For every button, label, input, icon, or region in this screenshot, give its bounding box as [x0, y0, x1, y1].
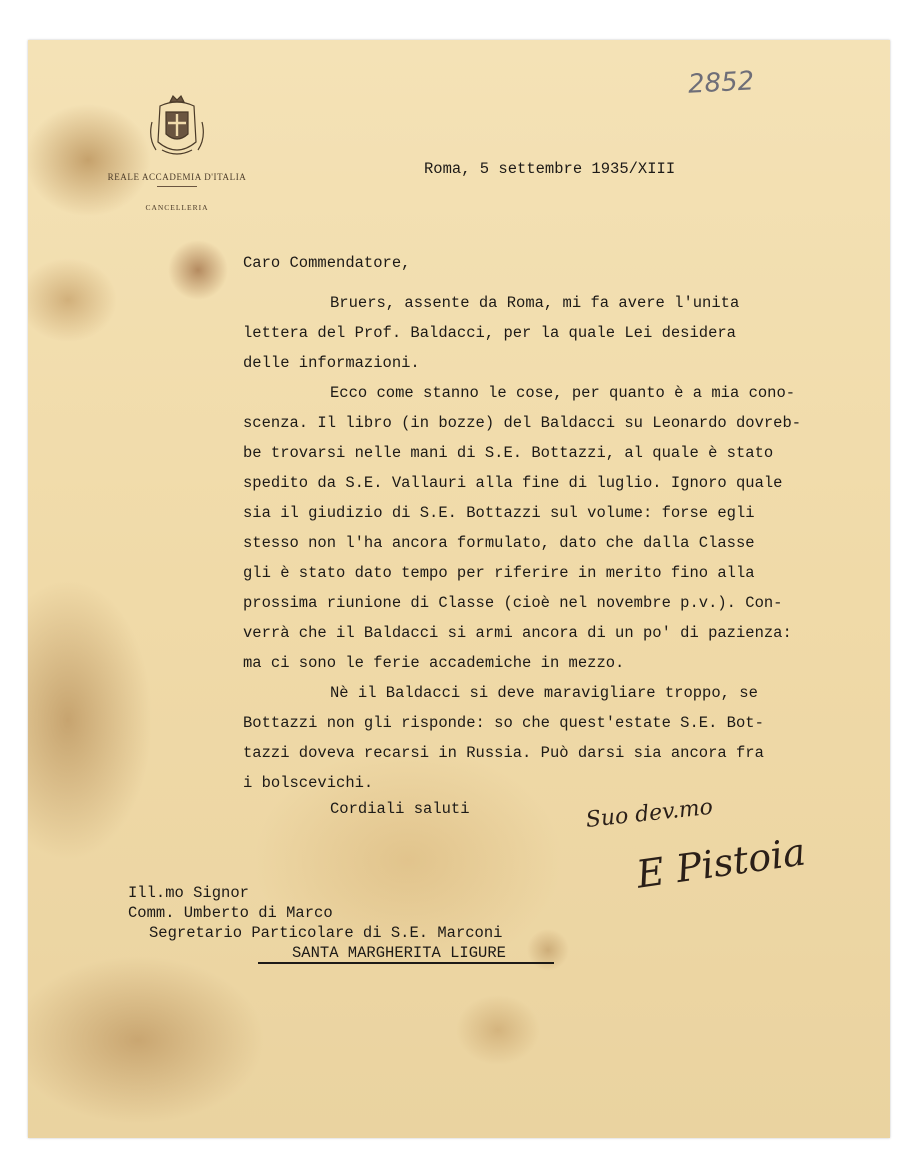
address-line: Segretario Particolare di S.E. Marconi	[149, 924, 503, 942]
royal-crest-icon	[142, 92, 212, 164]
address-line: Ill.mo Signor	[128, 884, 249, 902]
body-line: tazzi doveva recarsi in Russia. Può darsi sia ancora fra	[243, 744, 764, 762]
body-line: lettera del Prof. Baldacci, per la quale Lei desidera	[243, 324, 736, 342]
body-line: sia il giudizio di S.E. Bottazzi sul volume: forse egli	[243, 504, 755, 522]
address-line: Comm. Umberto di Marco	[128, 904, 333, 922]
body-line: Ecco come stanno le cose, per quanto è a mia cono-	[330, 384, 796, 402]
closing: Cordiali saluti	[330, 800, 470, 818]
address-underline	[258, 962, 554, 964]
body-line: Nè il Baldacci si deve maravigliare troppo, se	[330, 684, 758, 702]
body-line: Bottazzi non gli risponde: so che quest'estate S.E. Bot-	[243, 714, 764, 732]
institution-name: REALE ACCADEMIA D'ITALIA	[107, 172, 247, 182]
salutation: Caro Commendatore,	[243, 254, 411, 272]
body-line: delle informazioni.	[243, 354, 420, 372]
address-city: SANTA MARGHERITA LIGURE	[292, 944, 506, 962]
handwritten-signature	[584, 794, 809, 897]
body-line: prossima riunione di Classe (cioè nel novembre p.v.). Con-	[243, 594, 783, 612]
body-line: i bolscevichi.	[243, 774, 374, 792]
archive-number: 2852	[687, 66, 755, 100]
body-line: scenza. Il libro (in bozze) del Baldacci su Leonardo dovreb-	[243, 414, 802, 432]
body-line: gli è stato dato tempo per riferire in merito fino alla	[243, 564, 755, 582]
department-name: CANCELLERIA	[145, 203, 209, 212]
body-line: ma ci sono le ferie accademiche in mezzo.	[243, 654, 625, 672]
body-line: verrà che il Baldacci si armi ancora di un po' di pazienza:	[243, 624, 792, 642]
body-line: stesso non l'ha ancora formulato, dato che dalla Classe	[243, 534, 755, 552]
letterhead	[92, 172, 262, 212]
signature-line-2: E Pistoia	[633, 829, 809, 897]
body-line: spedito da S.E. Vallauri alla fine di luglio. Ignoro quale	[243, 474, 783, 492]
body-line: Bruers, assente da Roma, mi fa avere l'unita	[330, 294, 740, 312]
signature-line-1: Suo dev.mo	[584, 794, 715, 833]
letterhead-divider	[157, 186, 197, 187]
date-line: Roma, 5 settembre 1935/XIII	[424, 160, 676, 178]
body-line: be trovarsi nelle mani di S.E. Bottazzi, al quale è stato	[243, 444, 774, 462]
